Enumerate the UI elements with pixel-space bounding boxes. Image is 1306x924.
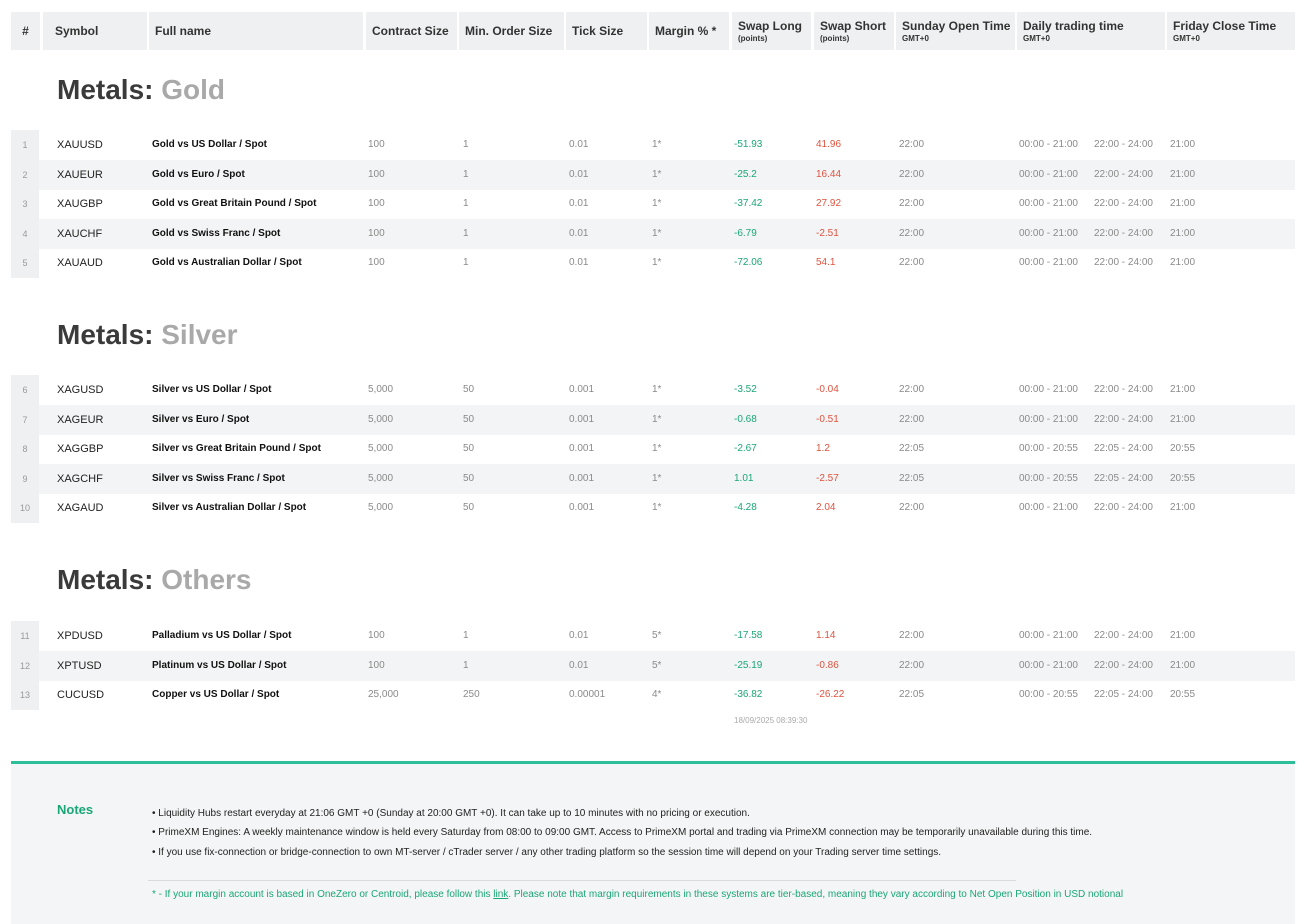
header-sunday-open-tz: GMT+0	[902, 34, 929, 43]
row-number: 9	[11, 464, 39, 494]
daily-session-2-cell: 22:00 - 24:00	[1094, 198, 1153, 210]
swap-short-cell: 27.92	[816, 198, 842, 210]
notes-divider	[148, 880, 1016, 881]
sunday-open-cell: 22:00	[899, 502, 925, 514]
last-updated-timestamp: 18/09/2025 08:39:30	[734, 716, 808, 725]
swap-long-cell: -3.52	[734, 384, 757, 395]
header-full-name-label: Full name	[155, 24, 212, 38]
contract-size-cell: 100	[368, 630, 385, 641]
daily-session-2-cell: 22:00 - 24:00	[1094, 413, 1153, 425]
margin-cell: 1*	[652, 413, 662, 425]
symbol-cell: XAGCHF	[57, 472, 103, 485]
header-num	[11, 12, 40, 50]
symbol-cell: XAUEUR	[57, 168, 103, 181]
table-row	[11, 405, 1295, 435]
contract-size-cell: 5,000	[368, 502, 394, 514]
header-friday-close	[1167, 12, 1295, 50]
header-swap-long	[732, 12, 811, 50]
margin-cell: 1*	[652, 502, 662, 514]
margin-cell: 1*	[652, 227, 662, 239]
header-daily-trading	[1017, 12, 1165, 50]
header-daily-tz: GMT+0	[1023, 34, 1050, 43]
symbol-cell: XAUUSD	[57, 139, 103, 151]
swap-long-cell: -36.82	[734, 689, 763, 701]
full-name-cell: Palladium vs US Dollar / Spot	[152, 630, 292, 641]
min-order-cell: 50	[463, 472, 475, 484]
full-name-cell: Gold vs US Dollar / Spot	[152, 139, 268, 150]
contract-size-cell: 5,000	[368, 413, 394, 425]
header-symbol-label: Symbol	[55, 24, 99, 38]
friday-close-cell: 21:00	[1170, 413, 1196, 425]
margin-cell: 1*	[652, 384, 662, 395]
tick-size-cell: 0.001	[569, 413, 595, 425]
symbol-cell: XAUGBP	[57, 198, 103, 211]
tick-size-cell: 0.01	[569, 198, 589, 210]
daily-session-1-cell: 00:00 - 21:00	[1019, 139, 1078, 150]
full-name-cell: Copper vs US Dollar / Spot	[152, 689, 280, 701]
swap-long-cell: -72.06	[734, 257, 763, 269]
symbol-cell: XAUAUD	[57, 257, 103, 270]
header-symbol	[43, 12, 147, 50]
margin-footnote	[152, 889, 1123, 900]
daily-session-1-cell: 00:00 - 21:00	[1019, 413, 1078, 425]
margin-info-link[interactable]: link	[493, 889, 509, 900]
contract-size-cell: 100	[368, 659, 385, 671]
swap-short-cell: 54.1	[816, 257, 836, 269]
min-order-cell: 1	[463, 168, 469, 180]
swap-long-cell: -51.93	[734, 139, 763, 150]
sunday-open-cell: 22:05	[899, 689, 925, 701]
row-number: 12	[11, 651, 39, 681]
daily-session-1-cell: 00:00 - 21:00	[1019, 502, 1078, 514]
friday-close-cell: 20:55	[1170, 472, 1196, 484]
daily-session-1-cell: 00:00 - 20:55	[1019, 443, 1078, 455]
margin-cell: 1*	[652, 139, 662, 150]
contract-size-cell: 100	[368, 139, 385, 150]
full-name-cell: Gold vs Australian Dollar / Spot	[152, 257, 302, 269]
notes-title: Notes	[57, 802, 94, 817]
swap-short-cell: 16.44	[816, 168, 842, 180]
section-title-accent: Others	[161, 564, 252, 595]
header-daily-label: Daily trading time	[1023, 19, 1124, 33]
section-title-gold	[57, 74, 225, 106]
note-line: • If you use fix-connection or bridge-connection to own MT-server / cTrader server / any other trading platform so the session time will depend on your Trading server time settings.	[152, 847, 942, 858]
section-title-others	[57, 564, 252, 596]
swap-short-cell: 41.96	[816, 139, 842, 150]
sunday-open-cell: 22:00	[899, 659, 925, 671]
notes-panel	[11, 761, 1295, 924]
friday-close-cell: 21:00	[1170, 659, 1196, 671]
table-row	[11, 434, 1295, 464]
swap-long-cell: -25.19	[734, 659, 763, 671]
header-full-name	[149, 12, 363, 50]
contract-size-cell: 100	[368, 168, 385, 180]
row-number: 10	[11, 493, 39, 523]
friday-close-cell: 21:00	[1170, 502, 1196, 514]
section-title-main: Metals:	[57, 319, 162, 350]
section-title-main: Metals:	[57, 74, 162, 105]
daily-session-2-cell: 22:00 - 24:00	[1094, 659, 1153, 671]
tick-size-cell: 0.00001	[569, 689, 606, 701]
daily-session-2-cell: 22:00 - 24:00	[1094, 630, 1153, 641]
friday-close-cell: 20:55	[1170, 689, 1196, 701]
row-number: 11	[11, 621, 39, 651]
symbol-cell: XPDUSD	[57, 630, 103, 642]
contract-size-cell: 100	[368, 198, 385, 210]
header-friday-close-tz: GMT+0	[1173, 34, 1200, 43]
margin-cell: 5*	[652, 659, 662, 671]
header-sunday-open	[896, 12, 1015, 50]
table-row	[11, 219, 1295, 249]
section-title-accent: Silver	[161, 319, 238, 350]
daily-session-2-cell: 22:00 - 24:00	[1094, 139, 1153, 150]
table-row	[11, 464, 1295, 494]
daily-session-2-cell: 22:00 - 24:00	[1094, 168, 1153, 180]
min-order-cell: 50	[463, 384, 475, 395]
daily-session-1-cell: 00:00 - 21:00	[1019, 384, 1078, 395]
daily-session-2-cell: 22:05 - 24:00	[1094, 443, 1153, 455]
symbol-cell: XAGUSD	[57, 384, 104, 396]
table-row	[11, 621, 1295, 651]
friday-close-cell: 21:00	[1170, 227, 1196, 239]
header-margin	[649, 12, 729, 50]
swap-long-cell: -37.42	[734, 198, 763, 210]
daily-session-1-cell: 00:00 - 21:00	[1019, 198, 1078, 210]
header-friday-close-label: Friday Close Time	[1173, 19, 1277, 33]
sunday-open-cell: 22:00	[899, 413, 925, 425]
tick-size-cell: 0.001	[569, 443, 595, 455]
row-number: 6	[11, 375, 39, 405]
full-name-cell: Silver vs US Dollar / Spot	[152, 384, 272, 395]
sunday-open-cell: 22:00	[899, 384, 925, 395]
friday-close-cell: 21:00	[1170, 168, 1196, 180]
swap-short-cell: 2.04	[816, 502, 836, 514]
row-number: 7	[11, 405, 39, 435]
min-order-cell: 250	[463, 689, 480, 701]
daily-session-2-cell: 22:05 - 24:00	[1094, 472, 1153, 484]
swap-long-cell: -17.58	[734, 630, 763, 641]
table-row	[11, 189, 1295, 219]
friday-close-cell: 21:00	[1170, 384, 1196, 395]
tick-size-cell: 0.001	[569, 384, 595, 395]
sunday-open-cell: 22:00	[899, 630, 925, 641]
section-title-silver	[57, 319, 238, 351]
swap-short-cell: -0.04	[816, 384, 839, 395]
margin-cell: 1*	[652, 168, 662, 180]
contract-size-cell: 25,000	[368, 689, 399, 701]
sunday-open-cell: 22:00	[899, 227, 925, 239]
margin-cell: 1*	[652, 472, 662, 484]
min-order-cell: 1	[463, 139, 469, 150]
tick-size-cell: 0.001	[569, 472, 595, 484]
daily-session-1-cell: 00:00 - 21:00	[1019, 168, 1078, 180]
swap-short-cell: -0.86	[816, 659, 839, 671]
swap-long-cell: -6.79	[734, 227, 757, 239]
friday-close-cell: 20:55	[1170, 443, 1196, 455]
symbol-cell: XAGEUR	[57, 413, 104, 426]
swap-short-cell: -2.51	[816, 227, 839, 239]
symbol-cell: XPTUSD	[57, 659, 102, 672]
sunday-open-cell: 22:00	[899, 139, 925, 150]
table-row	[11, 130, 1295, 160]
swap-long-cell: -2.67	[734, 443, 757, 455]
friday-close-cell: 21:00	[1170, 257, 1196, 269]
contract-size-cell: 5,000	[368, 384, 394, 395]
min-order-cell: 1	[463, 630, 469, 641]
full-name-cell: Gold vs Swiss Franc / Spot	[152, 227, 281, 239]
full-name-cell: Silver vs Swiss Franc / Spot	[152, 472, 285, 484]
header-swap-short-unit: (points)	[820, 34, 850, 43]
margin-cell: 1*	[652, 257, 662, 269]
daily-session-1-cell: 00:00 - 20:55	[1019, 472, 1078, 484]
full-name-cell: Silver vs Great Britain Pound / Spot	[152, 443, 321, 455]
table-row	[11, 651, 1295, 681]
min-order-cell: 50	[463, 413, 475, 425]
swap-long-cell: -0.68	[734, 413, 757, 425]
header-margin-label: Margin % *	[655, 24, 717, 38]
min-order-cell: 50	[463, 502, 475, 514]
friday-close-cell: 21:00	[1170, 139, 1196, 150]
header-swap-long-label: Swap Long	[738, 19, 802, 33]
swap-short-cell: -26.22	[816, 689, 845, 701]
row-number: 3	[11, 189, 39, 219]
section-title-main: Metals:	[57, 564, 162, 595]
symbol-cell: XAGAUD	[57, 502, 104, 515]
row-number: 5	[11, 248, 39, 278]
symbol-cell: CUCUSD	[57, 689, 105, 702]
header-sunday-open-label: Sunday Open Time	[902, 19, 1011, 33]
swap-short-cell: -2.57	[816, 472, 839, 484]
swap-long-cell: 1.01	[734, 472, 754, 484]
daily-session-2-cell: 22:00 - 24:00	[1094, 384, 1153, 395]
margin-cell: 5*	[652, 630, 662, 641]
sunday-open-cell: 22:00	[899, 257, 925, 269]
daily-session-1-cell: 00:00 - 21:00	[1019, 227, 1078, 239]
min-order-cell: 50	[463, 443, 475, 455]
daily-session-2-cell: 22:00 - 24:00	[1094, 257, 1153, 269]
header-contract-size	[366, 12, 457, 50]
table-row	[11, 493, 1295, 523]
daily-session-1-cell: 00:00 - 21:00	[1019, 257, 1078, 269]
tick-size-cell: 0.01	[569, 630, 589, 641]
tick-size-cell: 0.01	[569, 227, 589, 239]
friday-close-cell: 21:00	[1170, 198, 1196, 210]
daily-session-1-cell: 00:00 - 21:00	[1019, 630, 1078, 641]
tick-size-cell: 0.01	[569, 659, 589, 671]
contract-size-cell: 100	[368, 227, 385, 239]
header-min-order-size	[459, 12, 564, 50]
margin-cell: 1*	[652, 198, 662, 210]
header-swap-long-unit: (points)	[738, 34, 768, 43]
row-number: 2	[11, 160, 39, 190]
tick-size-cell: 0.01	[569, 139, 589, 150]
sunday-open-cell: 22:05	[899, 472, 925, 484]
swap-short-cell: -0.51	[816, 413, 839, 425]
full-name-cell: Platinum vs US Dollar / Spot	[152, 659, 287, 671]
sunday-open-cell: 22:00	[899, 198, 925, 210]
row-number: 1	[11, 130, 39, 160]
swap-short-cell: 1.14	[816, 630, 836, 641]
full-name-cell: Silver vs Euro / Spot	[152, 413, 250, 425]
tick-size-cell: 0.01	[569, 257, 589, 269]
note-line: • Liquidity Hubs restart everyday at 21:06 GMT +0 (Sunday at 20:00 GMT +0). It can take up to 10 minutes with no pricing or execution.	[152, 808, 750, 819]
daily-session-1-cell: 00:00 - 20:55	[1019, 689, 1078, 701]
table-row	[11, 248, 1295, 278]
symbol-cell: XAUCHF	[57, 227, 103, 240]
friday-close-cell: 21:00	[1170, 630, 1196, 641]
note-line: • PrimeXM Engines: A weekly maintenance window is held every Saturday from 08:00 to 09:00 GMT. Access to PrimeXM portal and trading via PrimeXM connection may be temporarily unavailable during this time.	[152, 827, 1093, 838]
sunday-open-cell: 22:05	[899, 443, 925, 455]
swap-long-cell: -4.28	[734, 502, 757, 514]
sunday-open-cell: 22:00	[899, 168, 925, 180]
contract-size-cell: 5,000	[368, 443, 394, 455]
swap-long-cell: -25.2	[734, 168, 757, 180]
daily-session-1-cell: 00:00 - 21:00	[1019, 659, 1078, 671]
contract-size-cell: 5,000	[368, 472, 394, 484]
margin-cell: 1*	[652, 443, 662, 455]
tick-size-cell: 0.001	[569, 502, 595, 514]
row-number: 13	[11, 680, 39, 710]
table-row	[11, 680, 1295, 710]
swap-short-cell: 1.2	[816, 443, 830, 455]
table-row	[11, 375, 1295, 405]
footnote-text: * - If your margin account is based in OneZero or Centroid, please follow this	[152, 889, 494, 900]
min-order-cell: 1	[463, 227, 469, 239]
daily-session-2-cell: 22:05 - 24:00	[1094, 689, 1153, 701]
header-min-order-label: Min. Order Size	[465, 24, 553, 38]
header-swap-short	[814, 12, 894, 50]
full-name-cell: Gold vs Euro / Spot	[152, 168, 245, 180]
footnote-text: . Please note that margin requirements in these systems are tier-based, meaning they vary according to Net Open Position in USD notional	[508, 889, 1124, 900]
row-number: 8	[11, 434, 39, 464]
header-tick-size-label: Tick Size	[572, 24, 624, 38]
header-contract-size-label: Contract Size	[372, 24, 449, 38]
daily-session-2-cell: 22:00 - 24:00	[1094, 502, 1153, 514]
row-number: 4	[11, 219, 39, 249]
min-order-cell: 1	[463, 659, 469, 671]
min-order-cell: 1	[463, 198, 469, 210]
header-tick-size	[566, 12, 647, 50]
contract-size-cell: 100	[368, 257, 385, 269]
symbol-cell: XAGGBP	[57, 443, 104, 456]
section-title-accent: Gold	[161, 74, 226, 105]
header-swap-short-label: Swap Short	[820, 19, 887, 33]
tick-size-cell: 0.01	[569, 168, 589, 180]
margin-cell: 4*	[652, 689, 662, 701]
full-name-cell: Silver vs Australian Dollar / Spot	[152, 502, 307, 514]
header-num-label: #	[22, 24, 29, 38]
min-order-cell: 1	[463, 257, 469, 269]
full-name-cell: Gold vs Great Britain Pound / Spot	[152, 198, 317, 210]
daily-session-2-cell: 22:00 - 24:00	[1094, 227, 1153, 239]
table-row	[11, 160, 1295, 190]
